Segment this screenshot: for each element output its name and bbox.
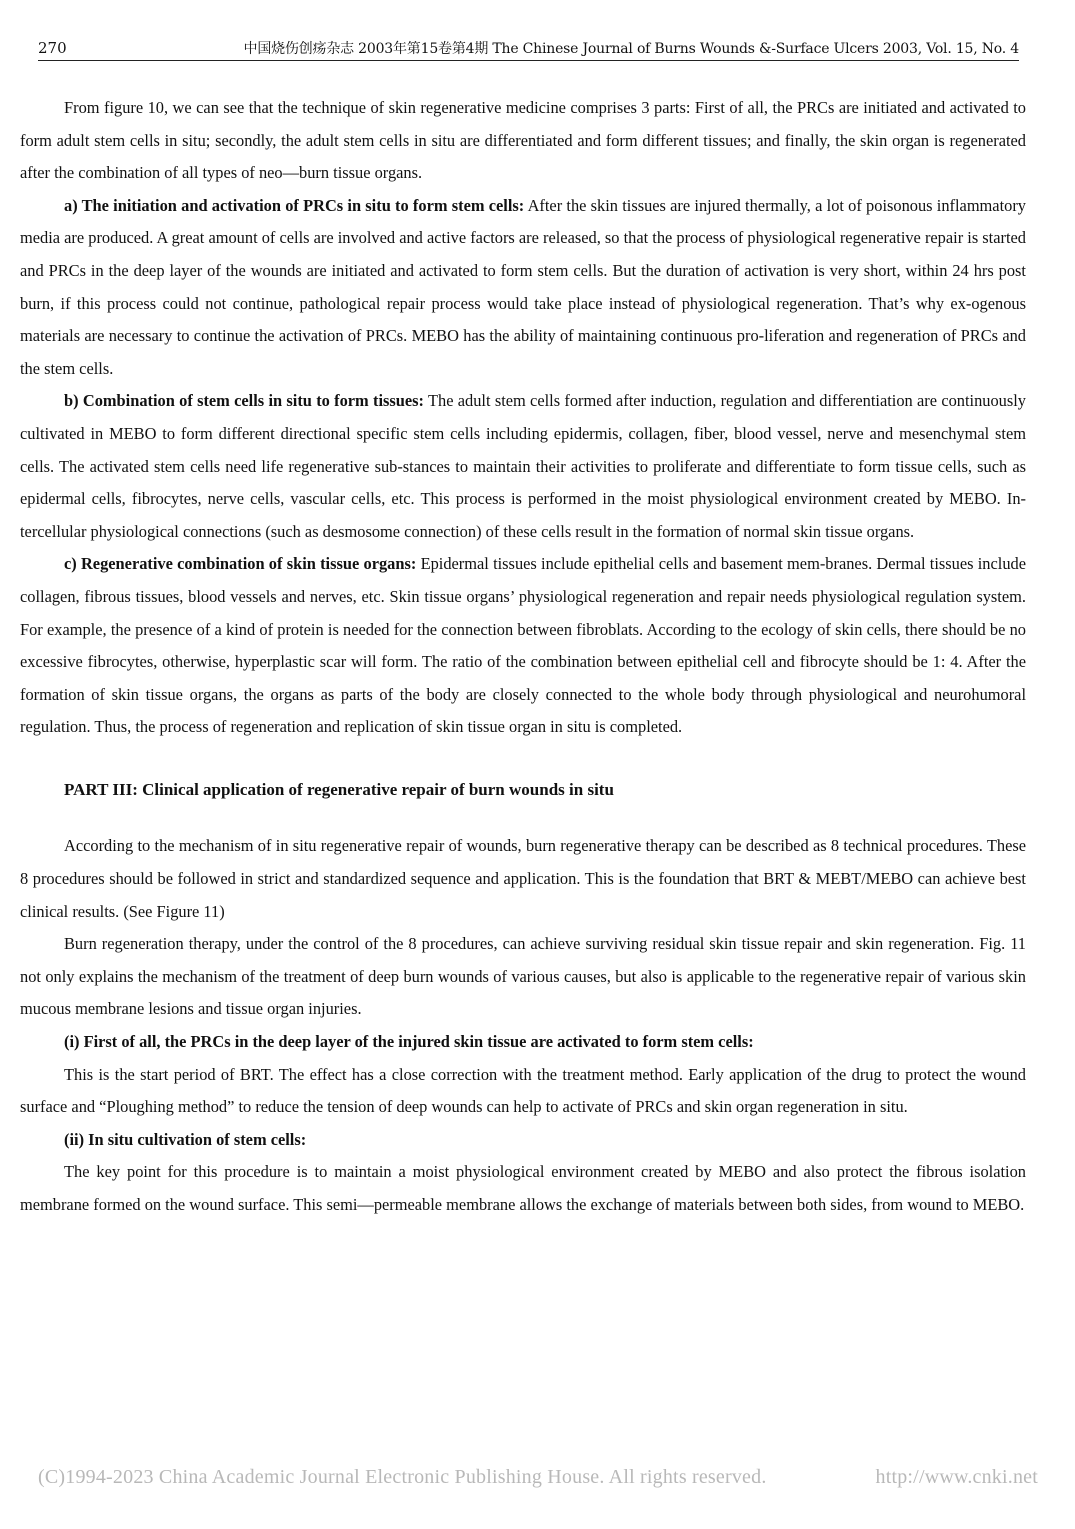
running-header [38,38,1019,61]
section-c-label: c) Regenerative combination of skin tissue organs: [64,554,417,574]
section-a-text: After the skin tissues are injured thermally, a lot of poisonous inflammatory media are produced. A great amount of cells are involved and active factors are released, so that the process of physiological regenerative repair is started and PRCs in the deep layer of the wounds are initiated and activated to form stem cells. But the duration of activation is very short, within 24 hrs post burn, if this process could not continue, pathological repair process would take place instead of physiological regeneration. That’s why ex-ogenous materials are necessary to continue the activation of PRCs. MEBO has the ability of maintaining continuous pro-liferation and regeneration of PRCs and the stem cells. [20,195,1026,378]
section-c [20,548,1026,744]
section-b-label: b) Combination of stem cells in situ to form tissues: [64,391,424,411]
procedure-2-title: (ii) In situ cultivation of stem cells: [64,1129,307,1149]
section-a-label: a) The initiation and activation of PRCs in situ to form stem cells: [64,195,525,215]
procedure-1-text: This is the start period of BRT. The effect has a close correction with the treatment method. Early application of the drug to protect the wound surface and “Ploughing method” to reduce the tension of deep wounds can help to activate of PRCs and skin organ regeneration in situ. [20,1064,1026,1117]
cnki-url: http://www.cnki.net [875,1466,1038,1488]
section-a [20,190,1026,386]
procedure-1-title: (i) First of all, the PRCs in the deep layer of the injured skin tissue are activated to form stem cells: [64,1032,754,1052]
section-c-text: Epidermal tissues include epithelial cells and basement mem-branes. Dermal tissues include collagen, fibrous tissues, blood vessels and nerves, etc. Skin tissue organs’ physiological regeneration and repair needs physiological regulation system. For example, the presence of a kind of protein is needed for the connection between fibroblats. According to the ecology of skin cells, there should be no excessive fibrocytes, otherwise, hyperplastic scar will form. The ratio of the combination between epithelial cell and fibrocyte should be 1: 4. After the formation of skin tissue organs, the organs as parts of the body are closely connected to the whole body through physiological and neurohumoral regulation. Thus, the process of regeneration and replication of skin tissue organ in situ is completed. [20,554,1026,737]
part-three-paragraph-2: Burn regeneration therapy, under the control of the 8 procedures, can achieve surviving residual skin tissue repair and skin regeneration. Fig. 11 not only explains the mechanism of the treatment of deep burn wounds of various causes, but also is applicable to the regenerative repair of various skin mucous membrane lesions and tissue organ injuries. [20,934,1026,1019]
section-b [20,385,1026,548]
part-three-heading: PART III: Clinical application of regenerative repair of burn wounds in situ [64,779,614,799]
journal-citation: 中国烧伤创疡杂志 2003年第15卷第4期 The Chinese Journal of Burns Wounds &-Surface Ulcers 2003, Vol. 15, No. 4 [243,41,1019,57]
part-three-paragraph-1: According to the mechanism of in situ regenerative repair of wounds, burn regenerative therapy can be described as 8 technical procedures. These 8 procedures should be followed in strict and standardized sequence and application. This is the foundation that BRT & MEBT/MEBO can achieve best clinical results. (See Figure 11) [20,836,1026,921]
intro-paragraph: From figure 10, we can see that the technique of skin regenerative medicine comprises 3 parts: First of all, the PRCs are initiated and activated to form adult stem cells in situ; secondly, the adult stem cells in situ are differentiated and form different tissues; and finally, the skin organ is regenerated after the combination of all types of neo—burn tissue organs. [20,98,1026,183]
copyright-watermark [38,1466,1038,1489]
section-b-text: The adult stem cells formed after induction, regulation and differentiation are continuously cultivated in MEBO to form different directional specific stem cells including epidermis, collagen, fiber, blood vessel, nerve and mesenchymal stem cells. The activated stem cells need life regenerative sub-stances to maintain their activities to proliferate and differentiate to form tissue cells, such as epidermal cells, fibrocytes, nerve cells, vascular cells, etc. This process is performed in the moist physiological environment created by MEBO. In-tercellular physiological connections (such as desmosome connection) of these cells result in the formation of normal skin tissue organs. [20,391,1026,541]
article-body [20,92,1026,1222]
copyright-text: (C)1994-2023 China Academic Journal Electronic Publishing House. All rights reserved. [38,1466,767,1488]
page-number: 270 [38,39,67,57]
procedure-2-text: The key point for this procedure is to maintain a moist physiological environment created by MEBO and also protect the fibrous isolation membrane formed on the wound surface. This semi—permeable membrane allows the exchange of materials between both sides, from wound to MEBO. [20,1162,1026,1214]
